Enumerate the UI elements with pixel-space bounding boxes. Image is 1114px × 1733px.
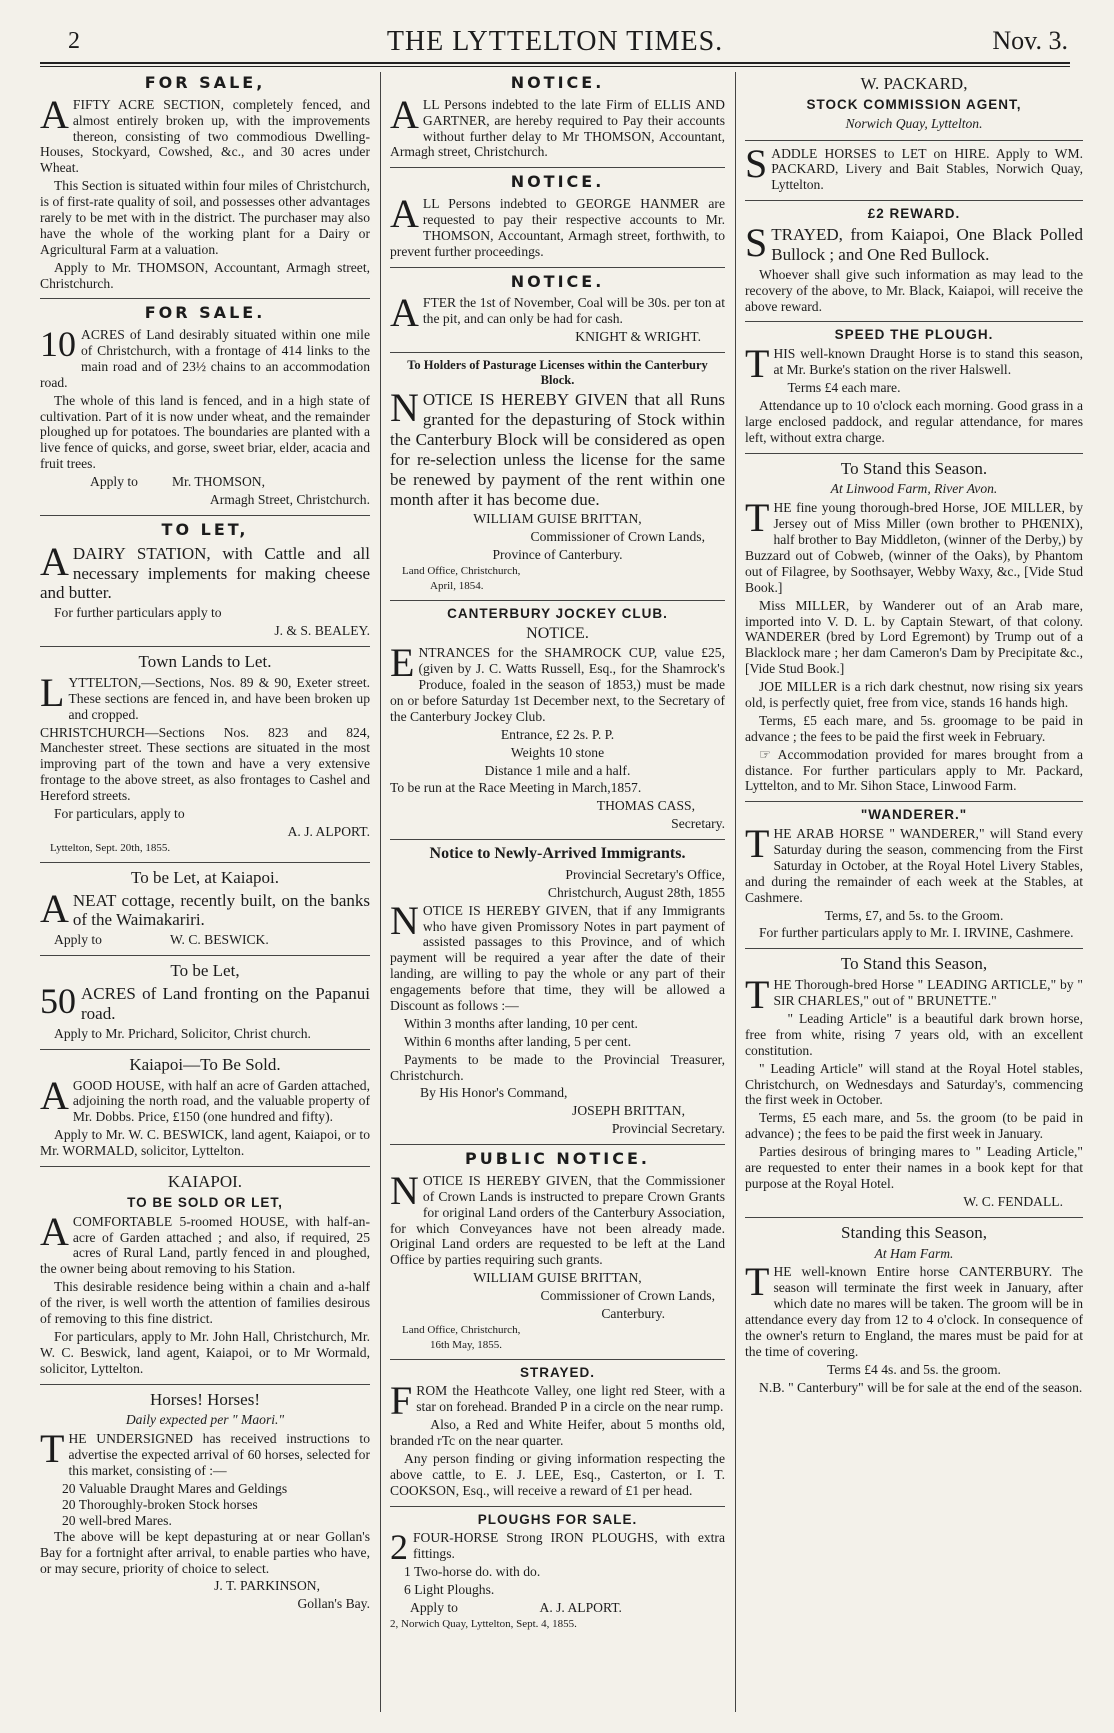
ad-heading: Town Lands to Let.	[138, 652, 272, 672]
ad-to-be-let-kaiapoi	[40, 868, 370, 957]
ad-date: Land Office, Christchurch,	[402, 1323, 521, 1336]
drop-cap: T	[745, 821, 770, 867]
ad-apply: Apply to Mr. Prichard, Solicitor, Christ church.	[54, 1025, 311, 1041]
ad-body: Whoever shall give such information as may lead to the recovery of the above, to Mr. Black, Kaiapoi, will receive the above reward.	[745, 266, 1083, 314]
ad-terms: Within 6 months after landing, 5 per cent.	[404, 1033, 632, 1049]
ad-for-sale-ten-acres	[40, 304, 370, 516]
ad-signature: WILLIAM GUISE BRITTAN,	[473, 511, 642, 527]
drop-cap: A	[390, 91, 419, 137]
ad-lead: TRAYED, from Kaiapoi, One Black Polled Bullock ; and One Red Bullock.	[771, 225, 1083, 264]
ad-town-lands	[40, 652, 370, 863]
ad-immigrants	[390, 845, 725, 1145]
ad-terms: Terms £4 each mare.	[787, 379, 901, 395]
drop-cap: A	[40, 91, 69, 137]
ad-lead: COMFORTABLE 5-roomed HOUSE, with half-an-acre of Garden attached ; and also, if required, 25 acres of Rural Land, partly fenced in and ploughed, the owner being about removing to his Station.	[40, 1213, 370, 1277]
ad-body: JOE MILLER is a rich dark chestnut, now rising six years old, is perfectly quiet, free from vice, stands 16 hands high.	[745, 679, 1083, 710]
ad-apply-to: Apply to	[90, 474, 138, 490]
ad-kaiapoi-house	[40, 1172, 370, 1385]
ad-lead: ROM the Heathcote Valley, one light red Steer, with a star on forehead. Branded P in a circle on the near rump.	[416, 1383, 725, 1415]
ad-office: Provincial Secretary's Office,	[565, 866, 725, 882]
ad-lead: HE UNDERSIGNED has received instructions to advertise the expected arrival of 60 horses, selected for this market, consisting of :—	[68, 1431, 370, 1479]
ad-for-sale-fifty-acre	[40, 74, 370, 299]
ad-terms: Within 3 months after landing, 10 per cent.	[404, 1015, 638, 1031]
ad-signature: KNIGHT & WRIGHT.	[575, 329, 701, 345]
column-1	[40, 72, 370, 1712]
ad-date: 2, Norwich Quay, Lyttelton, Sept. 4, 1855.	[390, 1618, 577, 1631]
ad-heading: £2 REWARD.	[867, 206, 961, 222]
ad-wanderer	[745, 807, 1083, 949]
ad-body: For further particulars apply to Mr. I. IRVINE, Cashmere.	[759, 925, 1074, 941]
drop-cap: 10	[40, 324, 76, 365]
ad-strayed-heathcote	[390, 1365, 725, 1507]
ad-heading: To Stand this Season,	[840, 954, 988, 974]
ad-weights: Weights 10 stone	[510, 744, 605, 760]
drop-cap: A	[390, 191, 419, 236]
ad-heading: KAIAPOI.	[167, 1172, 243, 1192]
column-2	[390, 72, 725, 1712]
ad-heading: STRAYED.	[519, 1364, 596, 1380]
ad-apply-name: Mr. THOMSON,	[171, 474, 265, 490]
column-divider	[380, 72, 381, 1712]
drop-cap: A	[40, 1072, 69, 1118]
ad-apply: For particulars, apply to Mr. John Hall, Christchurch, Mr. W. C. Beswick, land agent, Kaiapoi, or to Mr Wormald, solicitor, Lyttelton.	[40, 1328, 370, 1376]
ad-body: This desirable residence being within a chain and a-half of the river, is well worth the attention of families desirous of removing to this fine district.	[40, 1279, 370, 1327]
ad-date: Lyttelton, Sept. 20th, 1855.	[50, 841, 171, 854]
ad-date: April, 1854.	[430, 579, 484, 592]
ad-lead: HE Thorough-bred Horse " LEADING ARTICLE," by " SIR CHARLES," out of " BRUNETTE."	[773, 977, 1083, 1009]
drop-cap: A	[390, 290, 419, 336]
ad-saddle-horses	[745, 140, 1083, 202]
ad-heading: FOR SALE,	[144, 73, 266, 92]
ad-notice-coal	[390, 273, 725, 353]
ad-lead: HIS well-known Draught Horse is to stand this season, at Mr. Burke's station on the river Halswell.	[773, 346, 1083, 378]
ad-office-date: Christchurch, August 28th, 1855	[547, 884, 725, 900]
paper-title: THE LYTTELTON TIMES.	[386, 26, 724, 57]
drop-cap: T	[745, 341, 770, 387]
ad-heading: FOR SALE.	[144, 303, 266, 323]
ad-signature-place: Canterbury.	[601, 1305, 665, 1321]
drop-cap: S	[745, 220, 768, 265]
ad-address: Norwich Quay, Lyttelton.	[845, 115, 983, 131]
ad-note: N.B. " Canterbury" will be for sale at the end of the season.	[759, 1379, 1083, 1395]
ad-heading: To Stand this Season.	[840, 458, 988, 478]
ad-subheading: NOTICE.	[526, 624, 589, 642]
ad-canterbury-horse	[745, 1223, 1083, 1403]
drop-cap: S	[745, 140, 768, 186]
ad-terms: Terms, £7, and 5s. to the Groom.	[824, 907, 1004, 923]
ad-apply-address: Armagh Street, Christchurch.	[209, 492, 370, 508]
ad-signature-place: Gollan's Bay.	[297, 1596, 370, 1612]
ad-pasturage-licenses	[390, 358, 725, 601]
ad-body: Attendance up to 10 o'clock each morning. Good grass in a large enclosed paddock, and regular attendance, for mares left, without extra charge.	[745, 397, 1083, 445]
ad-signature: A. J. ALPORT.	[539, 1600, 622, 1616]
ad-date: Land Office, Christchurch,	[402, 565, 521, 578]
ad-terms: Terms £4 4s. and 5s. the groom.	[827, 1361, 1001, 1377]
ad-heading: Notice to Newly-Arrived Immigrants.	[429, 845, 686, 863]
ad-body: The whole of this land is fenced, and in a high state of cultivation. Part of it is now under wheat, and the remainder ploughed up for potatoes. The boundaries are planted with a live fence of quicks, and gorse, sweet briar, elder, acacia and fruit trees.	[40, 392, 370, 472]
ad-body: Any person finding or giving information respecting the above cattle, to E. J. LEE, Esq., Casterton, or I. T. COOKSON, Esq., will receive a reward of £1 per head.	[390, 1450, 725, 1498]
ad-to-let-dairy	[40, 521, 370, 647]
ad-entrance: Entrance, £2 2s. P. P.	[500, 726, 615, 742]
ad-run: To be run at the Race Meeting in March,1857.	[390, 780, 642, 796]
ad-signature: W. C. BESWICK.	[169, 932, 269, 948]
ad-lead: NEAT cottage, recently built, on the banks of the Waimakariri.	[72, 890, 370, 930]
ad-heading: To be Let,	[170, 961, 240, 981]
ad-signature: THOMAS CASS,	[596, 798, 695, 814]
issue-date: Nov. 3.	[992, 26, 1068, 55]
ad-jockey-club	[390, 606, 725, 840]
ad-body: The above will be kept depasturing at or near Gollan's Bay for a fortnight after arrival, to enable parties who have, or may secure, priority of choice to select.	[40, 1528, 370, 1576]
ad-subheading: At Linwood Farm, River Avon.	[830, 481, 998, 497]
ad-signature: WILLIAM GUISE BRITTAN,	[473, 1270, 642, 1286]
ad-ploughs	[390, 1512, 725, 1638]
drop-cap: T	[745, 495, 770, 541]
ad-lead: LL Persons indebted to the late Firm of ELLIS AND GARTNER, are hereby required to Pay their accounts without further delay to Mr THOMSON, Accountant, Armagh street, Christchurch.	[390, 96, 725, 160]
ad-body: " Leading Article" is a beautiful dark brown horse, free from white, rising 7 years old, with an excellent constitution.	[745, 1011, 1083, 1058]
ad-signature-place: Province of Canterbury.	[492, 547, 623, 563]
page-number: 2	[68, 28, 80, 54]
ad-body: Miss MILLER, by Wanderer out of an Arab mare, imported into V. D. L. by Captain Stewart, of that colony. WANDERER (bred by Lord Egremont) by Trump out of a Blacklock mare ; her dam Cameron's Dam by Precipitate &c., [Vide Stud Book.]	[745, 597, 1083, 677]
ad-heading: To be Let, at Kaiapoi.	[131, 867, 279, 887]
ad-body: CHRISTCHURCH—Sections Nos. 823 and 824, Manchester street. These sections are situated in the most improving part of the town and have a very extensive frontage to the above street, as also frontages to Cashel and Hereford streets.	[40, 724, 370, 804]
ad-signature-title: Secretary.	[671, 816, 725, 832]
ad-heading: Standing this Season,	[841, 1222, 987, 1242]
drop-cap: A	[40, 1208, 69, 1254]
column-divider	[735, 72, 736, 1712]
ad-line: 6 Light Ploughs.	[404, 1582, 495, 1598]
ad-lead: NTRANCES for the SHAMROCK CUP, value £25, (given by J. C. Watts Russell, Esq., for the Shamrock's Produce, foaled in the season of 1853,) must be made on or before Saturday 1st December next, to the Secretary of the Canterbury Jockey Club.	[390, 645, 725, 724]
ad-signature: JOSEPH BRITTAN,	[572, 1103, 685, 1119]
masthead	[40, 24, 1070, 60]
ad-signature: W. C. FENDALL.	[963, 1193, 1063, 1209]
ad-body: This Section is situated within four miles of Christchurch, is of first-rate quality of soil, and possesses other advantages rarely to be met with in the district. The purchaser may also have the whole of the working plant for a Dairy or Agricultural Farm at a valuation.	[40, 178, 370, 257]
drop-cap: T	[745, 972, 770, 1018]
ad-notice-ellis-gartner	[390, 74, 725, 168]
ad-lead: FOUR-HORSE Strong IRON PLOUGHS, with extra fittings.	[413, 1530, 725, 1562]
ad-to-be-let-fifty-acres	[40, 961, 370, 1050]
ad-heading: NOTICE.	[510, 73, 605, 92]
ad-lead: DAIRY STATION, with Cattle and all necessary implements for making cheese and butter.	[40, 543, 370, 603]
ad-apply: Apply to Mr. THOMSON, Accountant, Armagh street, Christchurch.	[40, 259, 370, 291]
ad-heading: PUBLIC NOTICE.	[465, 1149, 650, 1169]
drop-cap: N	[390, 897, 419, 943]
ad-subheading: At Ham Farm.	[874, 1245, 954, 1261]
ad-body: Terms, £5 each mare, and 5s. groomage to be paid in advance ; the fees to be paid the first week in February.	[745, 712, 1083, 744]
ad-subheading: Daily expected per " Maori."	[125, 1412, 285, 1428]
ad-subheading: TO BE SOLD OR LET,	[127, 1194, 283, 1210]
ad-distance: Distance 1 mile and a half.	[484, 762, 631, 778]
ad-signature: J. T. PARKINSON,	[214, 1578, 320, 1594]
ad-lead: OTICE IS HEREBY GIVEN that all Runs granted for the depasturing of Stock within the Canterbury Block will be considered as open for re-selection unless the license for the same be renewed by payment of the rent within one month after it has become due.	[390, 390, 725, 509]
drop-cap: N	[390, 1167, 419, 1213]
drop-cap: 50	[40, 981, 76, 1022]
ad-lead: YTTELTON,—Sections, Nos. 89 & 90, Exeter street. These sections are fenced in, and have been broken up and cropped.	[68, 674, 370, 722]
drop-cap: F	[390, 1378, 413, 1424]
ad-notice-hanmer	[390, 173, 725, 267]
ad-heading: PLOUGHS FOR SALE.	[477, 1511, 638, 1527]
ad-lead: FIFTY ACRE SECTION, completely fenced, and almost entirely broken up, with the improvements thereon, consisting of two commodious Dwelling-Houses, Stockyard, Cowshed, &c., and 30 acres under Wheat.	[40, 96, 370, 176]
column-3	[745, 72, 1083, 1712]
ad-lead: HE ARAB HORSE " WANDERER," will Stand every Saturday during the season, commencing from the First Saturday in October, at the Royal Hotel Livery Stables, and during the remainder of each week at the Stables, at Cashmere.	[745, 826, 1083, 905]
ad-reward	[745, 206, 1083, 322]
ad-body: Also, a Red and White Heifer, about 5 months old, branded rTc on the near quarter.	[390, 1417, 725, 1449]
ad-body: " Leading Article" will stand at the Royal Hotel stables, Christchurch, on Wednesdays and Saturday's, commencing the first week in October.	[745, 1060, 1083, 1108]
ad-public-notice	[390, 1150, 725, 1359]
ad-apply-to: Apply to	[54, 932, 102, 948]
ad-signature-title: Commissioner of Crown Lands,	[530, 529, 705, 545]
ad-horses	[40, 1390, 370, 1620]
drop-cap: A	[40, 538, 69, 584]
ad-heading: "WANDERER."	[860, 807, 968, 823]
ad-body: ☞ Accommodation provided for mares brought from a distance. For further particulars apply to Mr. Packard, Lyttelton, and to Mr. Sihon Stace, Linwood Farm.	[745, 746, 1083, 794]
ad-command: By His Honor's Command,	[420, 1085, 568, 1101]
ad-heading: Horses! Horses!	[149, 1389, 260, 1409]
ad-kaiapoi-to-be-sold	[40, 1055, 370, 1167]
ad-lead: GOOD HOUSE, with half an acre of Garden attached, adjoining the north road, and the valuable property of Mr. Dobbs. Price, £150 (one hundred and fifty).	[72, 1077, 370, 1125]
ad-signature-title: Commissioner of Crown Lands,	[540, 1288, 715, 1304]
ad-apply: Apply to Mr. W. C. BESWICK, land agent, Kaiapoi, or to Mr. WORMALD, solicitor, Lyttelton.	[40, 1127, 370, 1159]
drop-cap: 2	[390, 1527, 408, 1568]
masthead-rule-top	[40, 62, 1070, 64]
ad-leading-article	[745, 954, 1083, 1217]
ad-speed-the-plough	[745, 327, 1083, 453]
ad-lead: ACRES of Land desirably situated within one mile of Christchurch, with a frontage of 414 links to the main road and of 23½ chains to an accommodation road.	[40, 327, 370, 390]
ad-heading: TO LET,	[161, 519, 249, 539]
ad-lead: HE well-known Entire horse CANTERBURY. The season will terminate the first week in January, after which date no mares will be taken. The groom will be in attendance every day from 12 to 4 o'clock. In consequence of the owner's return to England, the mares must be paid for at the time of covering.	[745, 1264, 1083, 1359]
ad-lead: ACRES of Land fronting on the Papanui road.	[81, 984, 370, 1023]
ad-lead: OTICE IS HEREBY GIVEN, that if any Immigrants who have given Promissory Notes in part payment of assisted passages to this Province, and of which payment will be required a year after the date of their landing, are willing to pay the whole or any part of their engagements before that time, they will be allowed a Discount as follows :—	[390, 902, 725, 1013]
ad-heading: W. PACKARD,	[860, 74, 968, 93]
ad-signature: A. J. ALPORT.	[287, 823, 370, 839]
ad-line: 1 Two-horse do. with do.	[404, 1564, 541, 1580]
ad-apply: For further particulars apply to	[54, 605, 222, 621]
ad-body: Parties desirous of bringing mares to " Leading Article," are requested to enter their names in a book kept for that purpose at the Royal Hotel.	[745, 1144, 1083, 1191]
drop-cap: N	[390, 385, 419, 431]
ad-apply-to: Apply to	[410, 1600, 458, 1616]
ad-signature: J. & S. BEALEY.	[274, 623, 370, 639]
drop-cap: T	[40, 1426, 65, 1472]
ad-lead: OTICE IS HEREBY GIVEN, that the Commissioner of Crown Lands is instructed to prepare Crown Grants for original Land orders of the Canterbury Association, for which Conveyances have not been already made. Original Land orders are requested to be left at the Land Office by parties requiring such grants.	[390, 1172, 725, 1268]
ad-subheading: STOCK COMMISSION AGENT,	[806, 96, 1022, 112]
drop-cap: T	[745, 1259, 770, 1305]
ad-lead: LL Persons indebted to GEORGE HANMER are requested to pay their respective accounts to Mr. THOMSON, Accountant, Armagh street, forthwith, to prevent further proceedings.	[390, 196, 725, 259]
ad-heading: CANTERBURY JOCKEY CLUB.	[447, 605, 668, 621]
ad-packard	[745, 74, 1083, 141]
ad-heading: NOTICE.	[510, 271, 605, 291]
ad-body: Payments to be made to the Provincial Treasurer, Christchurch.	[390, 1051, 725, 1083]
ad-joe-miller	[745, 459, 1083, 803]
ad-heading: SPEED THE PLOUGH.	[834, 327, 994, 343]
ad-list-item: 20 well-bred Mares.	[62, 1512, 172, 1528]
ad-body: Terms, £5 each mare, and 5s. the groom (to be paid in advance) ; the fees to be paid the first week in January.	[745, 1110, 1083, 1142]
ad-heading: Kaiapoi—To Be Sold.	[129, 1054, 281, 1074]
ad-date: 16th May, 1855.	[430, 1338, 503, 1351]
drop-cap: A	[40, 885, 69, 931]
ad-list-item: 20 Thoroughly-broken Stock horses	[62, 1496, 258, 1512]
ad-signature-title: Provincial Secretary.	[611, 1121, 725, 1137]
ad-heading: To Holders of Pasturage Licenses within the Canterbury Block.	[407, 357, 708, 387]
masthead-rule-bottom	[40, 66, 1070, 67]
ad-lead: ADDLE HORSES to LET on HIRE. Apply to WM. PACKARD, Livery and Bait Stables, Norwich Quay, Lyttelton.	[771, 145, 1083, 193]
ad-list-item: 20 Valuable Draught Mares and Geldings	[62, 1481, 288, 1497]
ad-lead: HE fine young thorough-bred Horse, JOE MILLER, by Jersey out of Miss Miller (own brother to PHŒNIX), half brother to Bay Middleton, (winner of the Derby,) by Buzzard out of Cobweb, (winner of the Oaks), by Phantom out of Filagree, by Soothsayer, Webby Waxy, &c., [Vide Stud Book.]	[745, 500, 1083, 595]
drop-cap: L	[40, 669, 65, 715]
ad-heading: NOTICE.	[510, 172, 605, 192]
drop-cap: E	[390, 640, 415, 686]
ad-apply: For particulars, apply to	[54, 806, 185, 822]
ad-lead: FTER the 1st of November, Coal will be 30s. per ton at the pit, and can only be had for cash.	[422, 295, 725, 327]
